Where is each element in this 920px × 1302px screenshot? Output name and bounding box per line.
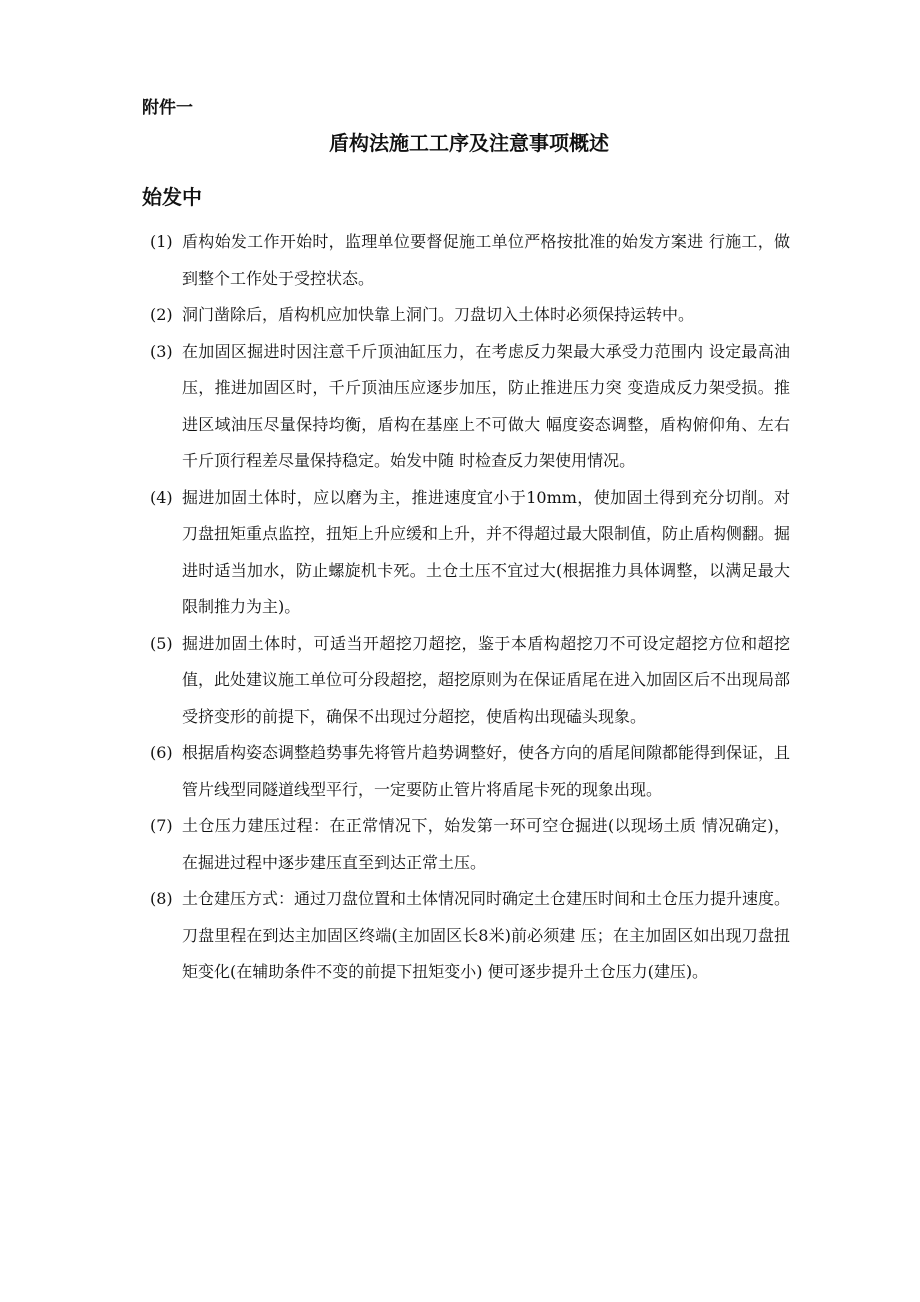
item-number: (2)	[150, 305, 173, 324]
attachment-label: 附件一	[142, 98, 193, 118]
list-item	[150, 224, 790, 297]
item-text: 根据盾构姿态调整趋势事先将管片趋势调整好，使各方向的盾尾间隙都能得到保证，且管片线型同隧道线型平行，一定要防止管片将盾尾卡死的现象出现。	[182, 743, 791, 799]
item-text: 掘进加固土体时，可适当开超挖刀超挖，鉴于本盾构超挖刀不可设定超挖方位和超挖值，此处建议施工单位可分段超挖，超挖原则为在保证盾尾在进入加固区后不出现局部受挤变形的前提下，确保不出现过分超挖，使盾构出现磕头现象。	[182, 633, 791, 726]
item-number: (3)	[150, 341, 173, 361]
list-item	[150, 881, 790, 991]
item-number: (6)	[150, 743, 173, 762]
item-number: (7)	[150, 816, 173, 835]
item-text: 土仓压力建压过程：在正常情况下，始发第一环可空仓掘进(以现场土质 情况确定)，在掘进过程中逐步建压直至到达正常土压。	[182, 816, 790, 872]
list-item	[150, 626, 790, 736]
item-text: 洞门凿除后，盾构机应加快靠上洞门。刀盘切入土体时必须保持运转中。	[182, 305, 695, 324]
item-number: (1)	[150, 232, 173, 251]
section-heading: 始发中	[142, 185, 202, 209]
list-item	[150, 297, 790, 334]
item-text: 掘进加固土体时，应以磨为主，推进速度宜小于10mm，使加固土得到充分切削。对刀盘扭矩重点监控，扭矩上升应缓和上升，并不得超过最大限制值，防止盾构侧翻。掘进时适当加水，防止螺旋机卡死。土仓土压不宜过大(根据推力具体调整，以满足最大限制推力为主)。	[182, 487, 791, 616]
list-item	[150, 808, 790, 881]
procedure-list	[150, 224, 790, 991]
item-number: (5)	[150, 633, 173, 653]
document-title: 盾构法施工工序及注意事项概述	[329, 131, 609, 155]
list-item	[150, 480, 790, 626]
item-text: 在加固区掘进时因注意千斤顶油缸压力，在考虑反力架最大承受力范围内 设定最高油压，推进加固区时，千斤顶油压应逐步加压，防止推进压力突 变造成反力架受损。推进区域油压尽量保持均衡，盾构在基座上不可做大 幅度姿态调整，盾构俯仰角、左右千斤顶行程差尽量保持稳定。始发中随 时检查反力架使用情况。	[182, 341, 790, 470]
item-text: 盾构始发工作开始时，监理单位要督促施工单位严格按批准的始发方案进 行施工，做到整个工作处于受控状态。	[182, 232, 790, 288]
list-item	[150, 735, 790, 808]
item-number: (4)	[150, 487, 173, 507]
list-item	[150, 334, 790, 480]
item-text: 土仓建压方式：通过刀盘位置和土体情况同时确定土仓建压时间和土仓压力提升速度。刀盘里程在到达主加固区终端(主加固区长8米)前必须建 压；在主加固区如出现刀盘扭矩变化(在辅助条件不变的前提下扭矩变小) 便可逐步提升土仓压力(建压)。	[182, 889, 791, 981]
item-number: (8)	[150, 889, 173, 908]
